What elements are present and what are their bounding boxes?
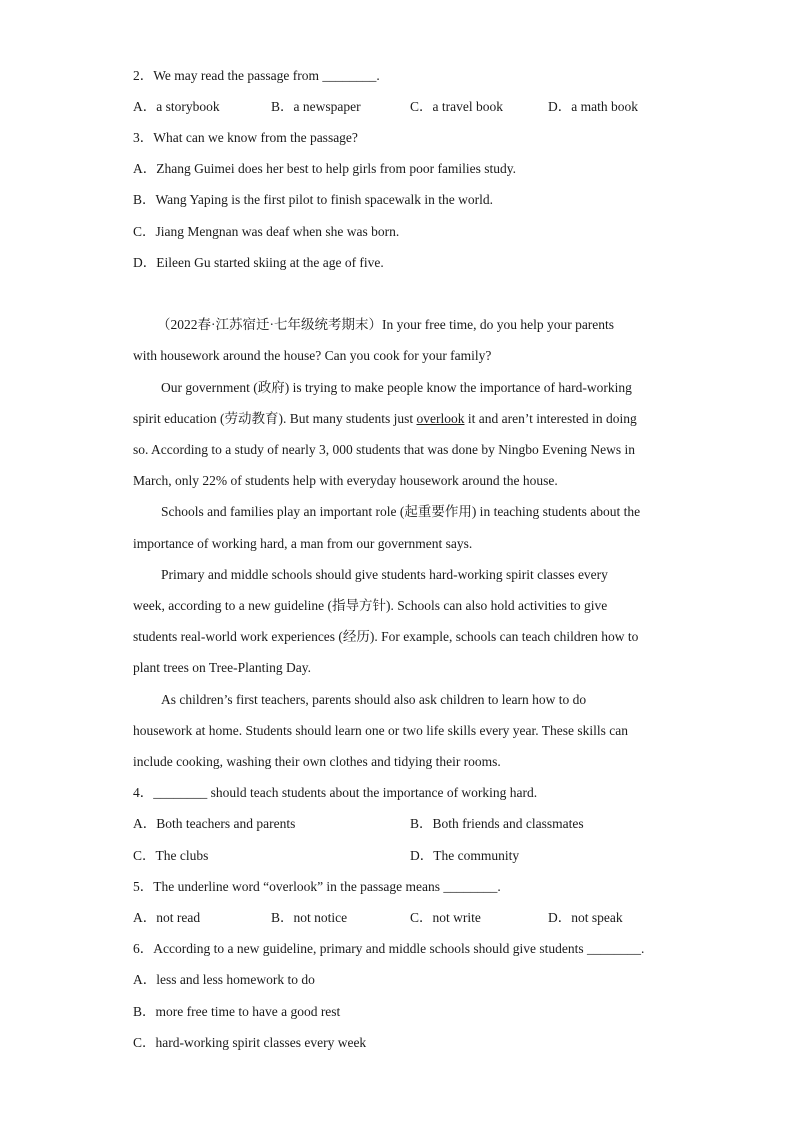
q4-option-a: A．Both teachers and parents: [133, 816, 296, 831]
passage-p4-line-2: housework at home. Students should learn one or two life skills every year. These skills can: [133, 723, 629, 738]
q4-option-d: D．The community: [410, 848, 520, 863]
question-4-stem: 4．________ should teach students about the importance of working hard.: [133, 785, 538, 800]
passage-intro-line-1: （2022春·江苏宿迁·七年级统考期末）In your free time, do you help your parents: [157, 317, 615, 332]
passage-p3-line-3: students real-world work experiences (经历). For example, schools can teach children how to: [133, 629, 639, 644]
q2-option-c: C．a travel book: [410, 99, 503, 114]
q5-option-c: C．not write: [410, 910, 481, 925]
question-5-stem: 5．The underline word “overlook” in the passage means ________.: [133, 879, 501, 894]
passage-p3-line-4: plant trees on Tree-Planting Day.: [133, 660, 311, 675]
q4-option-b: B．Both friends and classmates: [410, 816, 584, 831]
q2-option-b: B．a newspaper: [271, 99, 361, 114]
q3-option-a: A．Zhang Guimei does her best to help girls from poor families study.: [133, 161, 517, 176]
underlined-word-overlook: overlook: [416, 411, 465, 426]
passage-p1-line-2: [133, 410, 637, 428]
passage-p3-line-1: Primary and middle schools should give students hard-working spirit classes every: [161, 567, 608, 582]
q6-option-a: A．less and less homework to do: [133, 972, 315, 987]
q5-option-d: D．not speak: [548, 910, 623, 925]
q5-option-b: B．not notice: [271, 910, 348, 925]
passage-p1-line-2-start: spirit education (劳动教育). But many students just: [133, 411, 417, 426]
passage-intro-line-2: with housework around the house? Can you cook for your family?: [133, 348, 492, 363]
q3-option-b: B．Wang Yaping is the first pilot to finish spacewalk in the world.: [133, 192, 494, 207]
passage-p2-line-1: Schools and families play an important role (起重要作用) in teaching students about the: [161, 504, 641, 519]
passage-p4-line-3: include cooking, washing their own clothes and tidying their rooms.: [133, 754, 501, 769]
q6-option-c: C．hard-working spirit classes every week: [133, 1035, 367, 1050]
passage-p1-line-4: March, only 22% of students help with everyday housework around the house.: [133, 473, 558, 488]
q2-option-d: D．a math book: [548, 99, 638, 114]
question-2-stem: 2．We may read the passage from ________.: [133, 68, 380, 83]
question-3-stem: 3．What can we know from the passage?: [133, 130, 358, 145]
q3-option-d: D．Eileen Gu started skiing at the age of five.: [133, 255, 384, 270]
q3-option-c: C．Jiang Mengnan was deaf when she was born.: [133, 224, 400, 239]
question-6-stem: 6．According to a new guideline, primary and middle schools should give students ________.: [133, 941, 645, 956]
passage-p1-line-1: Our government (政府) is trying to make people know the importance of hard-working: [161, 380, 632, 395]
q4-option-c: C．The clubs: [133, 848, 209, 863]
passage-p1-line-2-end: it and aren’t interested in doing: [464, 411, 637, 426]
q2-option-a: A．a storybook: [133, 99, 220, 114]
passage-p4-line-1: As children’s first teachers, parents should also ask children to learn how to do: [161, 692, 587, 707]
passage-p3-line-2: week, according to a new guideline (指导方针). Schools can also hold activities to give: [133, 598, 608, 613]
q6-option-b: B．more free time to have a good rest: [133, 1004, 341, 1019]
passage-p1-line-3: so. According to a study of nearly 3, 000 students that was done by Ningbo Evening News in: [133, 442, 636, 457]
q5-option-a: A．not read: [133, 910, 201, 925]
passage-p2-line-2: importance of working hard, a man from our government says.: [133, 536, 473, 551]
